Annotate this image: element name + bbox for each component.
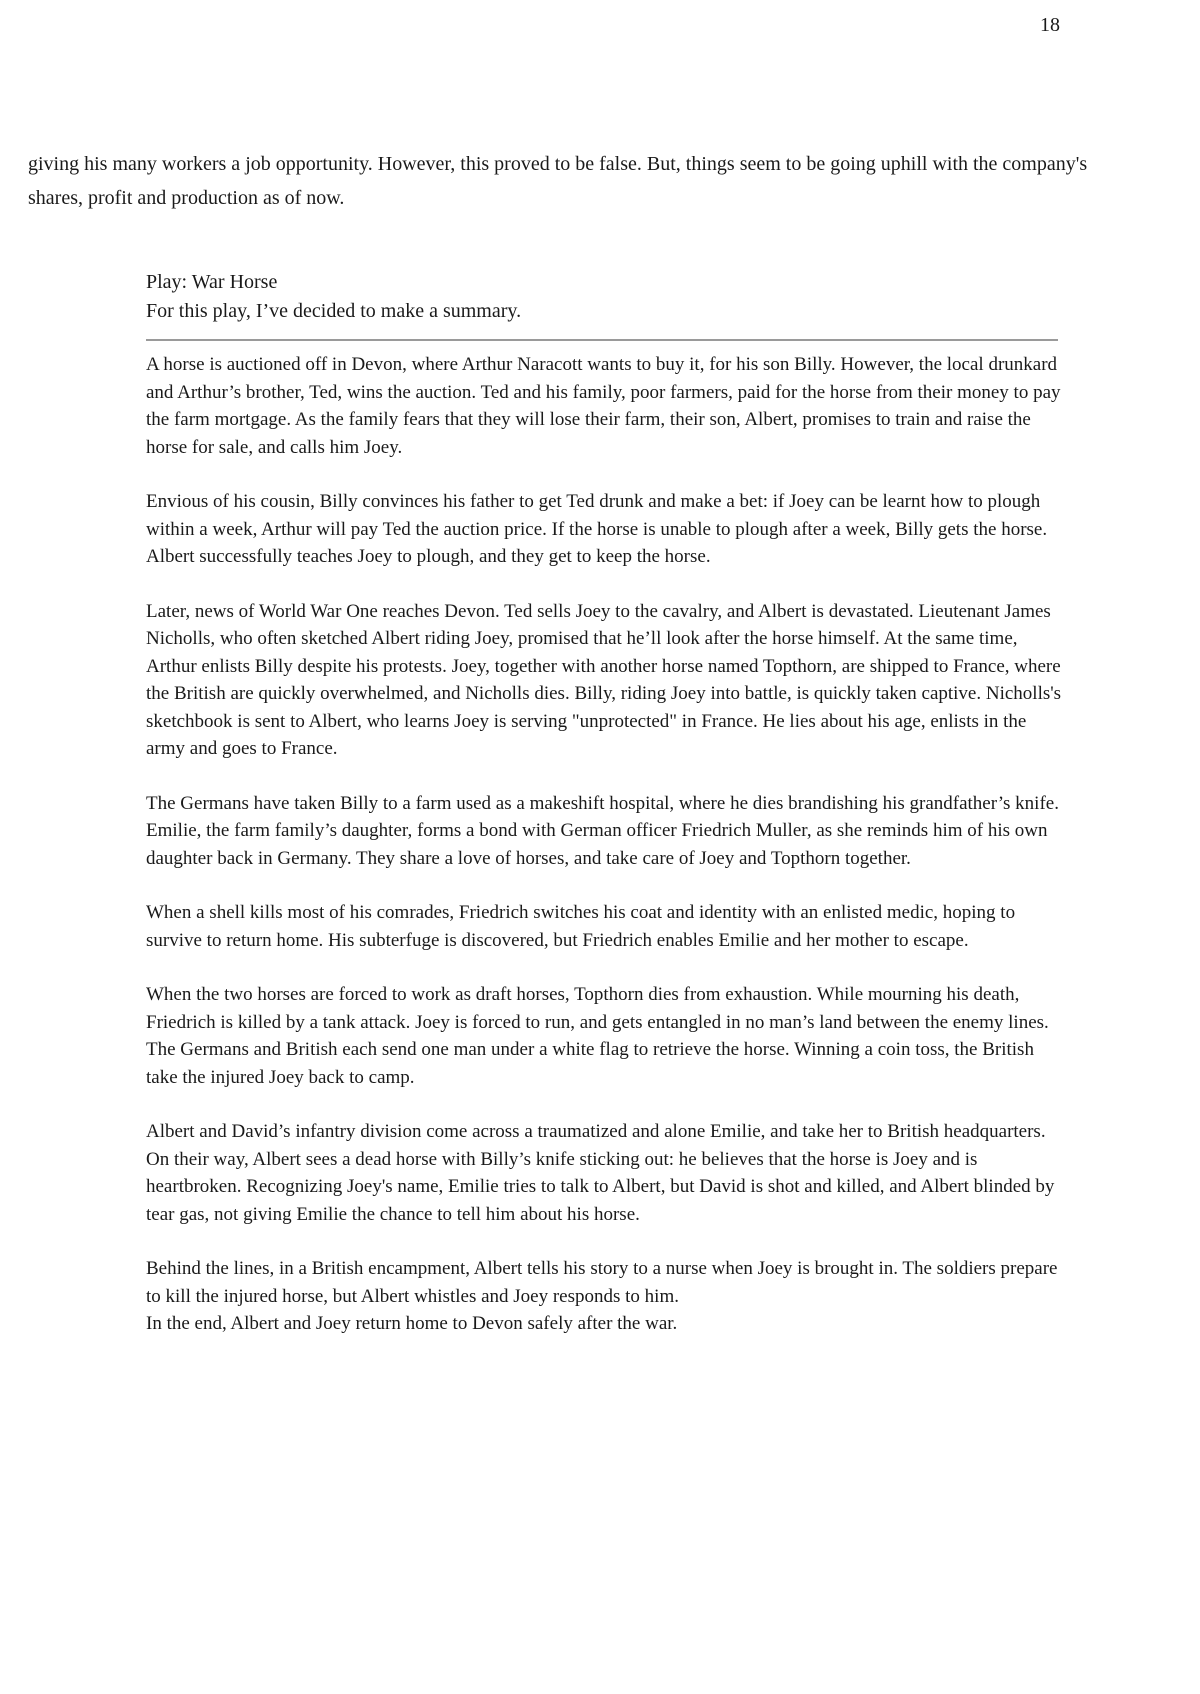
section-heading: Play: War Horse xyxy=(146,271,278,293)
paragraph-text: Behind the lines, in a British encampment, Albert tells his story to a nurse when Joey is brought in. The soldiers prepare to kill the injured horse, but Albert whistles and Joey responds to him. xyxy=(146,1258,1058,1307)
play-summary-section xyxy=(146,268,1066,1365)
summary-paragraph xyxy=(146,488,1066,571)
summary-paragraph xyxy=(146,899,1066,954)
paragraph-text: When a shell kills most of his comrades, Friedrich switches his coat and identity with an enlisted medic, hoping to survive to return home. His subterfuge is discovered, but Friedrich enables Emilie and her mother to escape. xyxy=(146,902,1016,951)
paragraph-text: The Germans have taken Billy to a farm used as a makeshift hospital, where he dies brandishing his grandfather’s knife. Emilie, the farm family’s daughter, forms a bond with German officer Friedrich Muller, as she reminds him of his own daughter back in Germany. They share a love of horses, and take care of Joey and Topthorn together. xyxy=(146,792,1059,869)
paragraph-text: When the two horses are forced to work as draft horses, Topthorn dies from exhaustion. While mourning his death, Friedrich is killed by a tank attack. Joey is forced to run, and gets entangled in no man’s land between the enemy lines. The Germans and British each send one man under a white flag to retrieve the horse. Winning a coin toss, the British take the injured Joey back to camp. xyxy=(146,984,1049,1088)
summary-paragraph xyxy=(146,981,1066,1091)
paragraph-text: Envious of his cousin, Billy convinces his father to get Ted drunk and make a bet: if Joey can be learnt how to plough within a week, Arthur will pay Ted the auction price. If the horse is unable to plough after a week, Billy gets the horse. Albert successfully teaches Joey to plough, and they get to keep the horse. xyxy=(146,491,1048,567)
summary-paragraph xyxy=(146,351,1066,461)
paragraph-text: In the end, Albert and Joey return home to Devon safely after the war. xyxy=(146,1313,678,1334)
section-subheading: For this play, I’ve decided to make a summary. xyxy=(146,300,522,322)
paragraph-text: A horse is auctioned off in Devon, where Arthur Naracott wants to buy it, for his son Billy. However, the local drunkard and Arthur’s brother, Ted, wins the auction. Ted and his family, poor farmers, paid for the horse from their money to pay the farm mortgage. As the family fears that they will lose their farm, their son, Albert, promises to train and raise the horse for sale, and calls him Joey. xyxy=(146,354,1061,458)
summary-paragraph xyxy=(146,1118,1066,1228)
summary-paragraphs xyxy=(146,351,1066,1338)
intro-paragraph: giving his many workers a job opportunity. However, this proved to be false. But, things seem to be going uphill with the company's shares, profit and production as of now. xyxy=(28,153,1088,209)
paragraph-text: Later, news of World War One reaches Devon. Ted sells Joey to the cavalry, and Albert is devastated. Lieutenant James Nicholls, who often sketched Albert riding Joey, promised that he’ll look after the horse himself. At the same time, Arthur enlists Billy despite his protests. Joey, together with another horse named Topthorn, are shipped to France, where the British are quickly overwhelmed, and Nicholls dies. Billy, riding Joey into battle, is quickly taken captive. Nicholls's sketchbook is sent to Albert, who learns Joey is serving "unprotected" in France. He lies about his age, enlists in the army and goes to France. xyxy=(146,600,1062,759)
divider-line xyxy=(146,339,1058,341)
summary-paragraph xyxy=(146,790,1066,873)
page-number: 18 xyxy=(1040,14,1060,36)
paragraph-text: Albert and David’s infantry division come across a traumatized and alone Emilie, and take her to British headquarters. On their way, Albert sees a dead horse with Billy’s knife sticking out: he believes that the horse is Joey and is heartbroken. Recognizing Joey's name, Emilie tries to talk to Albert, but David is shot and killed, and Albert blinded by tear gas, not giving Emilie the chance to tell him about his horse. xyxy=(146,1121,1055,1225)
summary-paragraph xyxy=(146,1255,1066,1338)
summary-paragraph xyxy=(146,598,1066,763)
